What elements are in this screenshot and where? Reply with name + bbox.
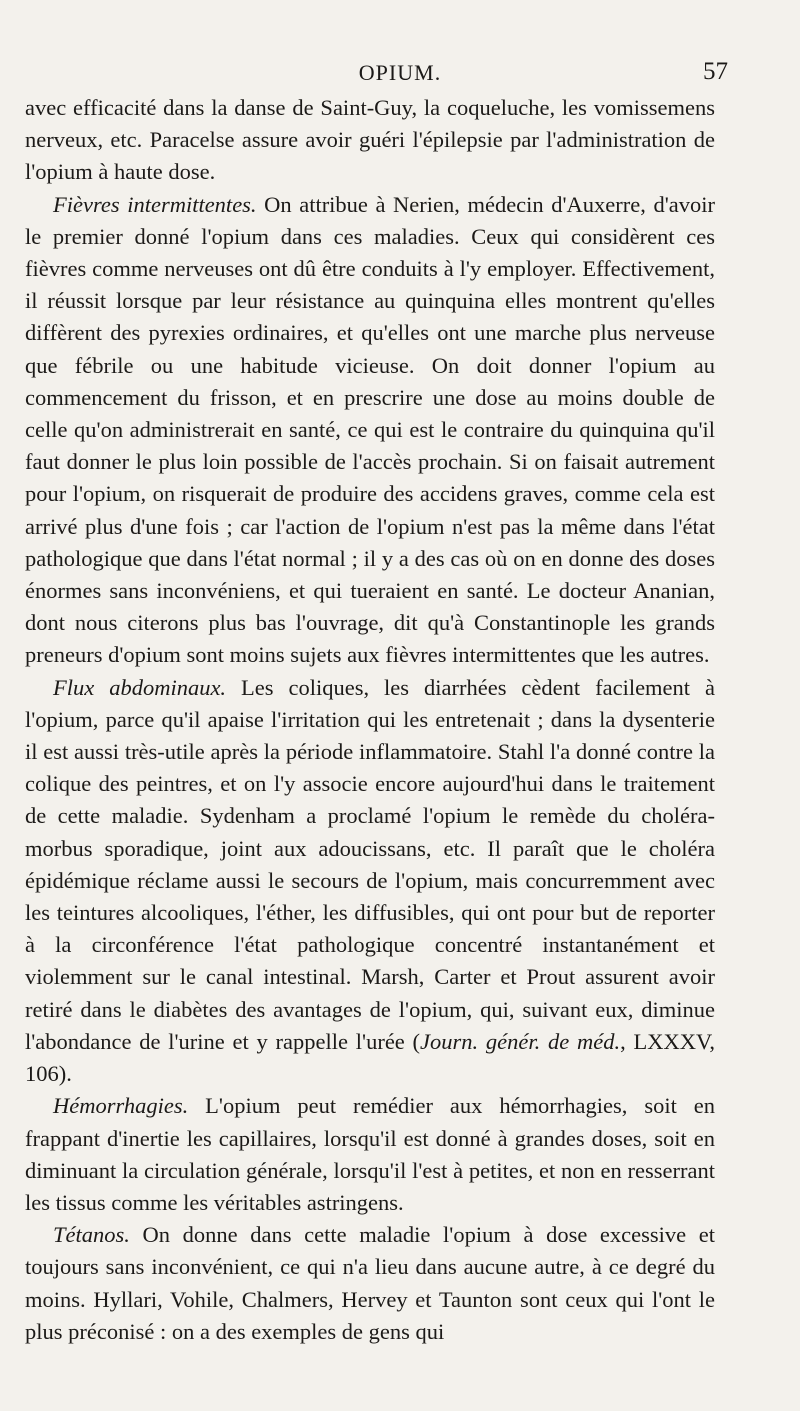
paragraph-text: On donne dans cette maladie l'opium à dose excessive et toujours sans inconvénient, ce qui n'a lieu dans aucune autre, à ce degré du moins. Hyllari, Vohile, Chalmers, Hervey et Taunton sont ceux qui l'ont le plus préconisé : on a des exemples de gens qui (25, 1222, 715, 1344)
body-text (25, 92, 715, 1348)
paragraph-flux (25, 672, 715, 1091)
paragraph-text: Les coliques, les diarrhées cèdent facilement à l'opium, parce qu'il apaise l'irritation qui les entretenait ; dans la dysenterie il est aussi très-utile après la période inflammatoire. Stahl l'a donné contre la colique des peintres, et on l'y associe encore aujourd'hui dans le traitement de cette maladie. Sydenham a proclamé l'opium le remède du choléra-morbus sporadique, joint aux adoucissans, etc. Il paraît que le choléra épidémique réclame aussi le secours de l'opium, mais concurremment avec les teintures alcooliques, l'éther, les diffusibles, qui ont pour but de reporter à la circonférence l'état pathologique concentré instantanément et violemment sur le canal intestinal. Marsh, Carter et Prout assurent avoir retiré dans le diabètes des avantages de l'opium, qui, suivant eux, diminue l'abondance de l'urine et y rappelle l'urée ( (25, 674, 715, 1054)
paragraph-tetanos (25, 1219, 715, 1348)
paragraph-text: L'opium peut remédier aux hémorrhagies, soit en frappant d'inertie les capillaires, lorsqu'il est donné à grandes doses, soit en diminuant la circulation générale, lorsqu'il l'est à petites, et non en resserrant les tissus comme les véritables astringens. (25, 1093, 715, 1215)
running-head (0, 58, 800, 90)
paragraph-text: avec efficacité dans la danse de Saint-Guy, la coqueluche, les vomissemens nerveux, etc. Paracelse assure avoir guéri l'épilepsie par l'administration de l'opium à haute dose. (25, 95, 715, 185)
citation-tail: , LXXXV, 106). (25, 1028, 716, 1087)
paragraph-continuation (25, 92, 715, 189)
paragraph-fievres (25, 189, 715, 672)
running-title: OPIUM. (358, 60, 442, 85)
section-heading-tetanos: Tétanos. (53, 1222, 130, 1248)
section-heading-fievres: Fièvres intermittentes. (53, 191, 257, 217)
section-heading-hemorrhagies: Hémorrhagies. (53, 1093, 189, 1119)
paragraph-hemorrhagies (25, 1090, 715, 1219)
section-heading-flux: Flux abdominaux. (53, 674, 227, 700)
page-number: 57 (703, 58, 728, 85)
citation-journal: Journ. génér. de méd. (420, 1028, 621, 1054)
paragraph-text: On attribue à Nerien, médecin d'Auxerre, d'avoir le premier donné l'opium dans ces maladies. Ceux qui considèrent ces fièvres comme nerveuses ont dû être conduits à l'y employer. Effectivement, il réussit lorsque par leur résistance au quinquina elles montrent qu'elles diffèrent des pyrexies ordinaires, et qu'elles ont une marche plus nerveuse que fébrile ou une habitude vicieuse. On doit donner l'opium au commencement du frisson, et en prescrire une dose au moins double de celle qu'on administrerait en santé, ce qui est le contraire du quinquina qu'il faut donner le plus loin possible de l'accès prochain. Si on faisait autrement pour l'opium, on risquerait de produire des accidens graves, comme cela est arrivé plus d'une fois ; car l'action de l'opium n'est pas la même dans l'état pathologique que dans l'état normal ; il y a des cas où on en donne des doses énormes sans inconvéniens, et qui tueraient en santé. Le docteur Ananian, dont nous citerons plus bas l'ouvrage, dit qu'à Constantinople les grands preneurs d'opium sont moins sujets aux fièvres intermittentes que les autres. (25, 191, 715, 668)
